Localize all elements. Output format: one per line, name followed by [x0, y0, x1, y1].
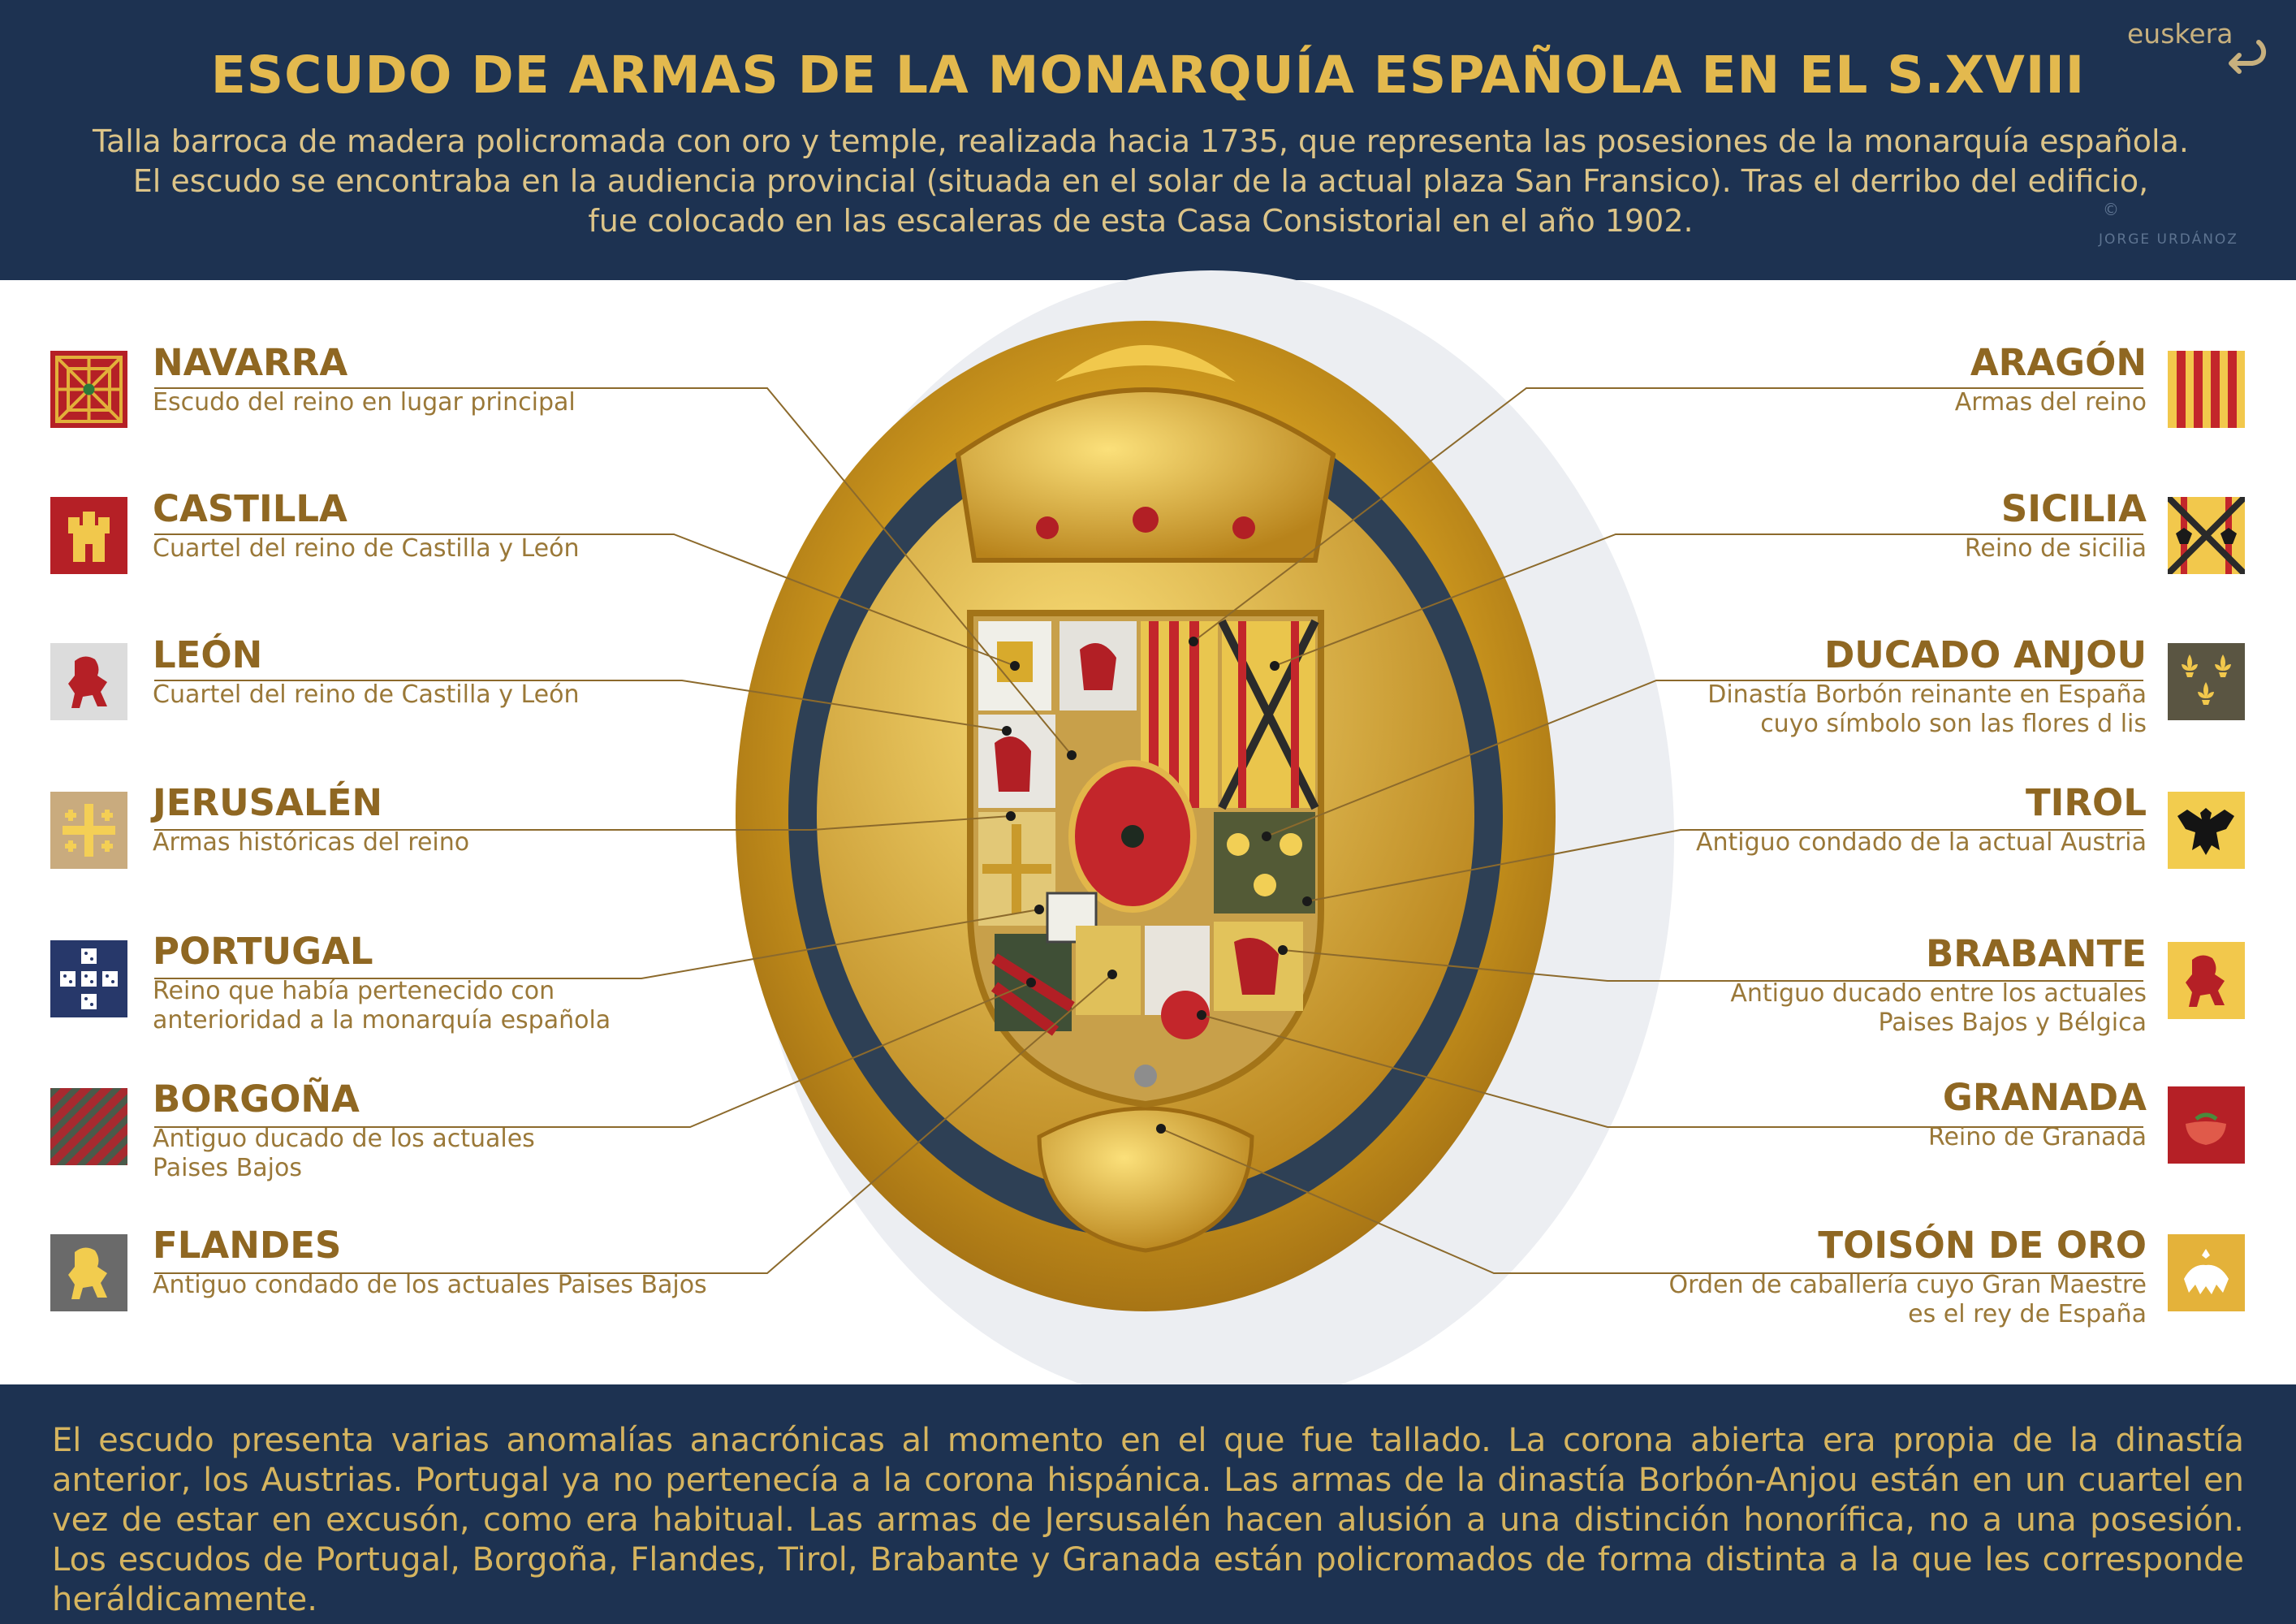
leader-dot: [1006, 811, 1016, 821]
item-description-line: Dinastía Borbón reinante en España: [1707, 680, 2147, 709]
leader-dot: [1197, 1010, 1206, 1020]
item-description-line: Cuartel del reino de Castilla y León: [153, 680, 580, 709]
item-description: [1730, 979, 2147, 1038]
item-description: [1669, 1271, 2147, 1329]
item-description-line: cuyo símbolo son las flores d lis: [1760, 710, 2147, 738]
page-title: ESCUDO DE ARMAS DE LA MONARQUÍA ESPAÑOLA EN EL S.XVIII: [210, 45, 2086, 105]
flanders-lion-icon: [50, 1234, 127, 1311]
item-description-line: Armas del reino: [1954, 388, 2147, 417]
item-name: BORGOÑA: [153, 1078, 360, 1121]
pomegranate-icon: [2168, 1086, 2245, 1164]
item-description: [1955, 388, 2147, 417]
item-name: PORTUGAL: [153, 930, 373, 973]
jerusalem-cross-icon: [50, 792, 127, 869]
leader-dot: [1002, 726, 1012, 736]
quinas-icon: [50, 940, 127, 1017]
fleur-de-lis-icon: [2168, 643, 2245, 720]
item-description: [1696, 828, 2147, 857]
item-description-line: Antiguo ducado entre los actuales: [1730, 979, 2147, 1008]
item-name: BRABANTE: [1926, 932, 2147, 975]
item-description-line: Reino que había pertenecido con: [153, 977, 555, 1005]
item-name: GRANADA: [1942, 1076, 2147, 1119]
item-description-line: Paises Bajos: [153, 1154, 302, 1182]
item-description: [1965, 534, 2147, 564]
lion-icon: [50, 643, 127, 720]
item-name: JERUSALÉN: [153, 781, 382, 824]
item-description-line: Paises Bajos y Bélgica: [1878, 1009, 2147, 1037]
sicily-saltire-icon: [2168, 497, 2245, 574]
intro-line-2: El escudo se encontraba en la audiencia provincial (situada en el solar de la actual plaza San Fransico). Tras el derribo del edificio,: [132, 163, 2149, 199]
leader-dot: [1262, 831, 1271, 841]
item-name: DUCADO ANJOU: [1823, 633, 2147, 676]
item-name: SICILIA: [2000, 487, 2147, 530]
item-description-line: anterioridad a la monarquía española: [153, 1006, 611, 1034]
leader-dot: [1302, 896, 1312, 906]
item-description-line: es el rey de España: [1908, 1300, 2147, 1328]
item-description: [153, 977, 611, 1035]
copyright-symbol: ©: [2103, 200, 2119, 219]
leader-dot: [1156, 1124, 1166, 1134]
eagle-icon: [2168, 792, 2245, 869]
leader-dot: [1278, 945, 1288, 955]
item-name: LEÓN: [153, 633, 263, 676]
item-description-line: Antiguo condado de los actuales Paises Bajos: [153, 1271, 707, 1299]
golden-fleece-icon: [2168, 1234, 2245, 1311]
leader-dot: [1067, 750, 1077, 760]
item-description-line: Reino de sicilia: [1964, 534, 2147, 563]
item-description: [1928, 1123, 2147, 1152]
leader-dot: [1034, 905, 1044, 914]
item-name: ARAGÓN: [1970, 341, 2147, 384]
item-description: [153, 680, 580, 710]
item-description: [153, 1125, 535, 1183]
item-name: NAVARRA: [153, 341, 348, 384]
item-description-line: Cuartel del reino de Castilla y León: [153, 534, 580, 563]
navarra-chains-icon: [50, 351, 127, 428]
photo-credit: JORGE URDÁNOZ: [2099, 231, 2238, 248]
leader-dot: [1270, 661, 1280, 671]
aragon-pales-icon: [2168, 351, 2245, 428]
item-description: [153, 1271, 707, 1300]
item-description: [153, 828, 469, 857]
castle-icon: [50, 497, 127, 574]
intro-line-1: Talla barroca de madera policromada con oro y temple, realizada hacia 1735, que representa las posesiones de la monarquía española.: [93, 123, 2189, 159]
item-description-line: Orden de caballería cuyo Gran Maestre: [1668, 1271, 2147, 1299]
leader-dot: [1010, 661, 1020, 671]
item-description: [153, 388, 576, 417]
footer-note: El escudo presenta varias anomalías anacrónicas al momento en el que fue tallado. La corona abierta era propia de la dinastía anterior, los Austrias. Portugal ya no pertenecía a la corona hispánica. Las armas de la dinastía Borbón-Anjou están en un cuartel en vez de estar en excusón, como era habitual. Las armas de Jersusalén hacen alusión a una distinción honorífica, no a una posesión. Los escudos de Portugal, Borgoña, Flandes, Tirol, Brabante y Granada están policromados de forma distinta a la que les corresponde heráldicamente.: [52, 1422, 2244, 1618]
item-description-line: Escudo del reino en lugar principal: [153, 388, 576, 417]
leader-dot: [1189, 637, 1198, 646]
intro-line-3: fue colocado en las escaleras de esta Casa Consistorial en el año 1902.: [588, 203, 1694, 239]
item-name: CASTILLA: [153, 487, 347, 530]
item-description: [153, 534, 580, 564]
item-name: TIROL: [2025, 781, 2147, 824]
item-description-line: Antiguo condado de la actual Austria: [1696, 828, 2147, 857]
bend-stripes-icon: [50, 1088, 127, 1165]
item-description: [1707, 680, 2147, 739]
brabant-lion-icon: [2168, 942, 2245, 1019]
item-description-line: Reino de Granada: [1927, 1123, 2147, 1151]
item-name: FLANDES: [153, 1224, 342, 1267]
item-name: TOISÓN DE ORO: [1818, 1224, 2147, 1267]
item-description-line: Armas históricas del reino: [153, 828, 470, 857]
leader-dot: [1026, 978, 1036, 987]
language-link[interactable]: euskera: [2127, 18, 2233, 50]
leader-dot: [1107, 970, 1117, 979]
item-description-line: Antiguo ducado de los actuales: [153, 1125, 535, 1153]
